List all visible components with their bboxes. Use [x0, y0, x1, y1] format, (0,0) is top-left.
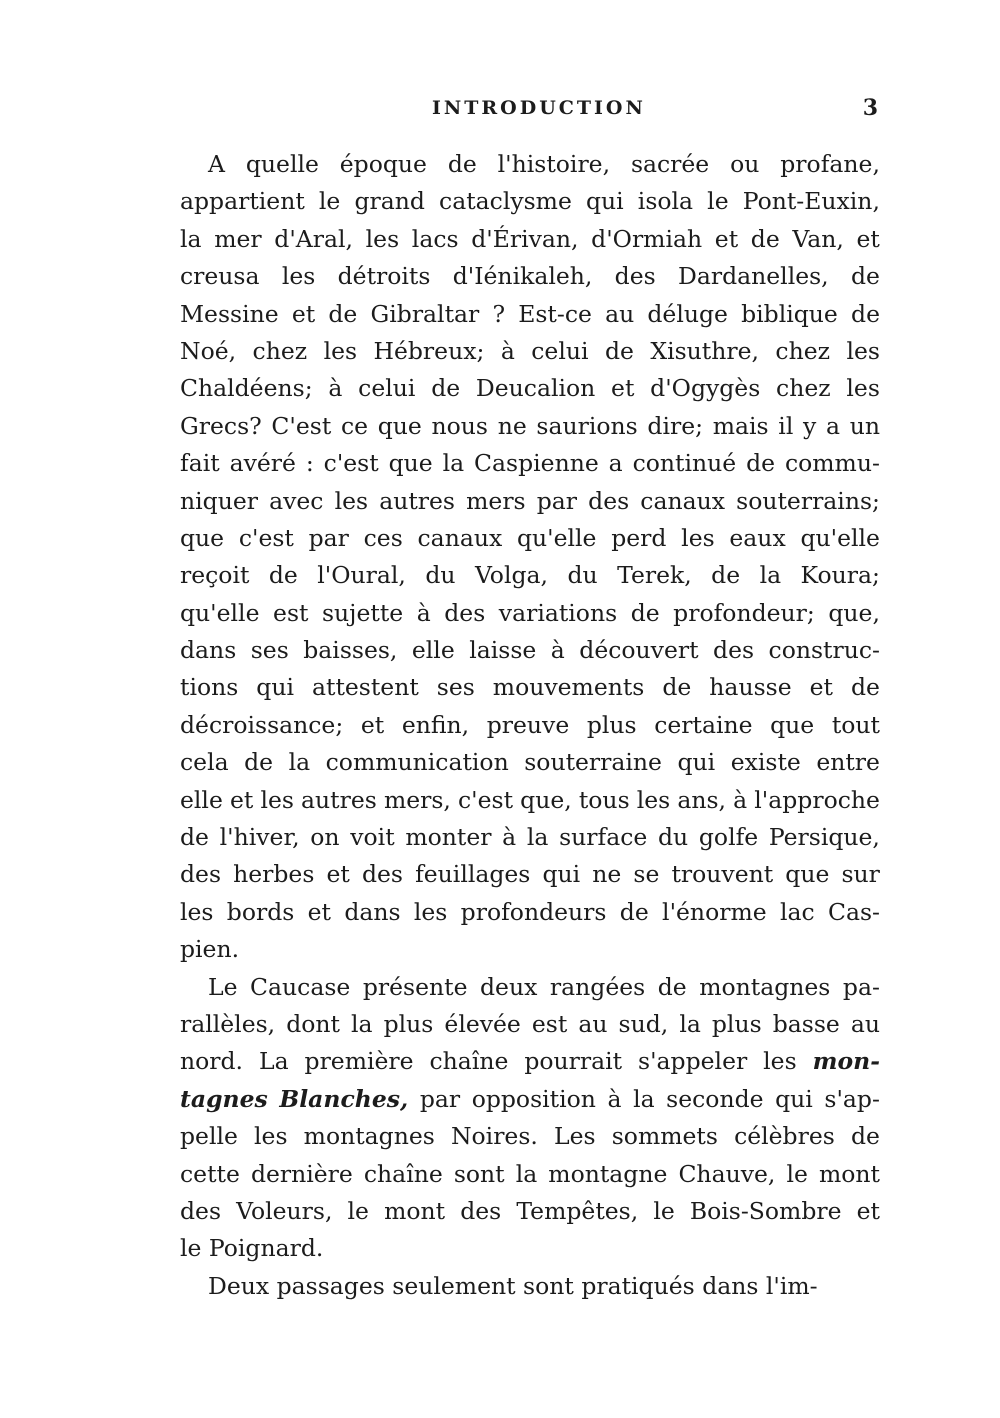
- text-line: de l'hiver, on voit monter à la surface du golfe Persique,: [180, 823, 880, 852]
- text-line: le Poignard.: [180, 1234, 324, 1263]
- text-line: Chaldéens; à celui de Deucalion et d'Ogygès chez les: [180, 374, 880, 403]
- body-text: [180, 146, 880, 1305]
- running-header: [180, 97, 880, 125]
- text-line: pelle les montagnes Noires. Les sommets célèbres de: [180, 1122, 880, 1151]
- text-line: des herbes et des feuillages qui ne se trouvent que sur: [180, 860, 880, 889]
- text-line: les bords et dans les profondeurs de l'énorme lac Cas-: [180, 897, 880, 926]
- text-line: Noé, chez les Hébreux; à celui de Xisuthre, chez les: [180, 336, 880, 365]
- text-line: rallèles, dont la plus élevée est au sud, la plus basse au: [180, 1009, 880, 1038]
- text-line: cela de la communication souterraine qui existe entre: [180, 748, 880, 777]
- paragraph: [180, 146, 880, 969]
- text-line: cette dernière chaîne sont la montagne Chauve, le mont: [180, 1159, 880, 1188]
- text-line: appartient le grand cataclysme qui isola le Pont-Euxin,: [180, 187, 880, 216]
- text-line: des Voleurs, le mont des Tempêtes, le Bois-Sombre et: [180, 1196, 880, 1225]
- paragraph: [180, 969, 880, 1268]
- paragraph: [180, 1268, 880, 1305]
- text-line: que c'est par ces canaux qu'elle perd les eaux qu'elle: [180, 523, 880, 552]
- text-line: Grecs? C'est ce que nous ne saurions dire; mais il y a un: [180, 411, 880, 440]
- text-line: elle et les autres mers, c'est que, tous les ans, à l'approche: [180, 785, 880, 814]
- text-line: tions qui attestent ses mouvements de hausse et de: [180, 673, 880, 702]
- text-line: nord. La première chaîne pourrait s'appeler les mon-: [180, 1047, 880, 1076]
- text-line: fait avéré : c'est que la Caspienne a continué de commu-: [180, 449, 880, 478]
- text-line: décroissance; et enfin, preuve plus certaine que tout: [180, 710, 880, 739]
- text-line: la mer d'Aral, les lacs d'Érivan, d'Ormiah et de Van, et: [180, 224, 880, 253]
- text-line: niquer avec les autres mers par des canaux souterrains;: [180, 486, 880, 515]
- chapter-title: INTRODUCTION: [432, 97, 646, 119]
- page-number: 3: [862, 95, 878, 121]
- text-line: reçoit de l'Oural, du Volga, du Terek, de la Koura;: [180, 561, 880, 590]
- text-line: creusa les détroits d'Iénikaleh, des Dardanelles, de: [180, 262, 880, 291]
- text-line: A quelle époque de l'histoire, sacrée ou profane,: [208, 150, 880, 178]
- text-line: qu'elle est sujette à des variations de profondeur; que,: [180, 598, 880, 627]
- text-line: Messine et de Gibraltar ? Est-ce au déluge biblique de: [180, 299, 880, 328]
- text-line: Le Caucase présente deux rangées de montagnes pa-: [208, 972, 880, 1001]
- text-line: dans ses baisses, elle laisse à découvert des construc-: [180, 636, 880, 665]
- text-line: Deux passages seulement sont pratiqués dans l'im-: [208, 1271, 818, 1300]
- text-line: pien.: [180, 935, 240, 964]
- text-line: tagnes Blanches, par opposition à la seconde qui s'ap-: [180, 1084, 880, 1113]
